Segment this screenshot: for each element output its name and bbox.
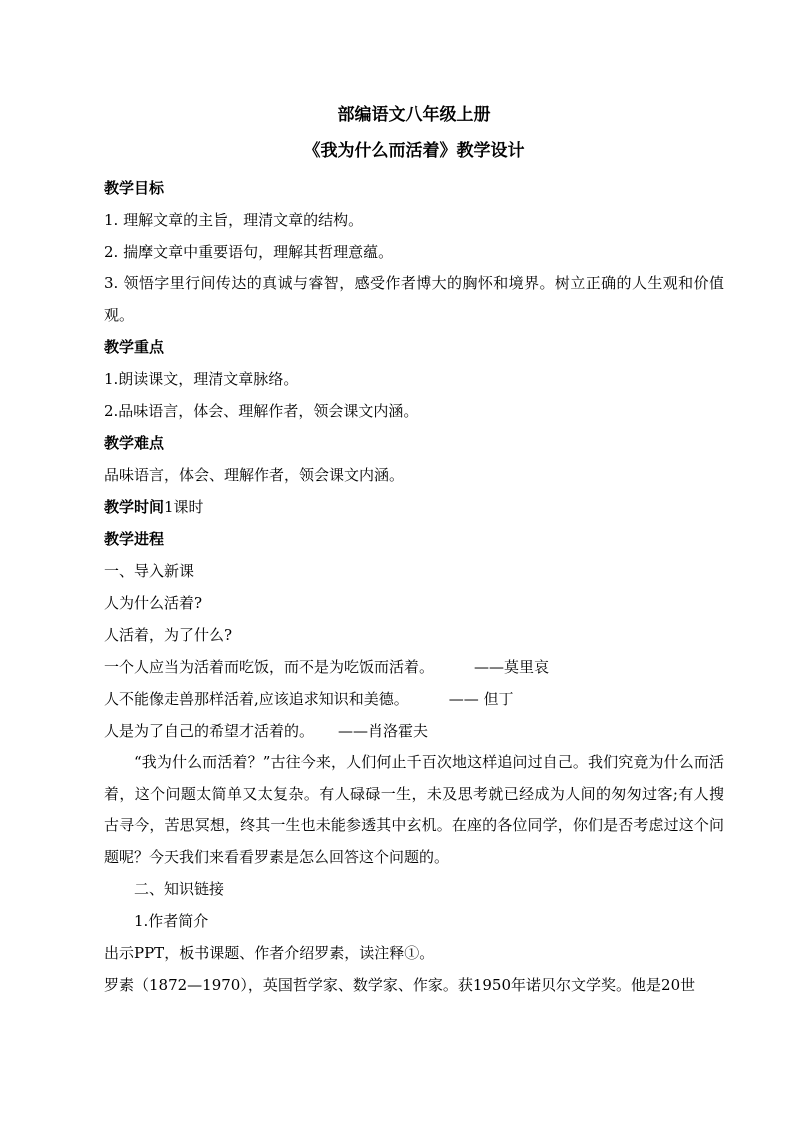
intro-paragraph: “我为什么而活着？”古往今来，人们何止千百次地这样追问过自己。我们究竟为什么而活着，这个问题太简单又太复杂。有人碌碌一生，未及思考就已经成为人间的匆匆过客;有人搜古寻今，苦思冥想，终其一生也未能参透其中玄机。在座的各位同学，你们是否考虑过这个问题呢？今天我们来看看罗素是怎么回答这个问题的。 xyxy=(104,753,724,866)
question-2: 人活着，为了什么? xyxy=(104,626,233,644)
quote-text: 一个人应当为活着而吃饭，而不是为吃饭而活着。 xyxy=(104,658,435,676)
key-points-heading: 教学重点 xyxy=(104,338,165,356)
key-point-item-1: 1.朗读课文，理清文章脉络。 xyxy=(104,370,299,388)
objective-item-1: 1. 理解文章的主旨，理清文章的结构。 xyxy=(104,211,364,229)
author-intro-title: 1.作者简介 xyxy=(134,912,209,930)
document-page xyxy=(104,100,724,1001)
quote-dante xyxy=(104,683,724,715)
process-heading: 教学进程 xyxy=(104,530,165,548)
quote-sholokhov xyxy=(104,715,724,747)
document-title-lesson: 《我为什么而活着》教学设计 xyxy=(303,141,525,161)
quote-author: —— 但丁 xyxy=(448,690,514,708)
quote-text: 人不能像走兽那样活着,应该追求知识和美德。 xyxy=(104,690,409,708)
quote-author: ——莫里哀 xyxy=(474,658,550,676)
difficulties-heading: 教学难点 xyxy=(104,434,165,452)
question-1: 人为什么活着? xyxy=(104,594,203,612)
duration-heading: 教学时间 xyxy=(104,498,165,516)
key-point-item-2: 2.品味语言，体会、理解作者，领会课文内涵。 xyxy=(104,402,419,420)
objectives-heading: 教学目标 xyxy=(104,179,165,197)
duration-text: 1课时 xyxy=(164,498,204,516)
quote-moliere xyxy=(104,651,724,683)
ppt-instruction: 出示PPT，板书课题、作者介绍罗素，读注释①。 xyxy=(104,944,435,962)
section-intro-title: 一、导入新课 xyxy=(104,562,195,580)
document-title-grade: 部编语文八年级上册 xyxy=(337,105,491,125)
author-bio-line: 罗素（1872—1970），英国哲学家、数学家、作家。获1950年诺贝尔文学奖。他是20世 xyxy=(104,976,696,994)
section-knowledge-title: 二、知识链接 xyxy=(134,880,225,898)
duration-line xyxy=(104,491,724,523)
difficulties-text: 品味语言，体会、理解作者，领会课文内涵。 xyxy=(104,466,405,484)
objective-item-2: 2. 揣摩文章中重要语句，理解其哲理意蕴。 xyxy=(104,243,394,261)
objective-item-3: 3. 领悟字里行间传达的真诚与睿智，感受作者博大的胸怀和境界。树立正确的人生观和价值观。 xyxy=(104,274,724,324)
quote-text: 人是为了自己的希望才活着的。 xyxy=(104,722,315,740)
quote-author: ——肖洛霍夫 xyxy=(338,722,429,740)
